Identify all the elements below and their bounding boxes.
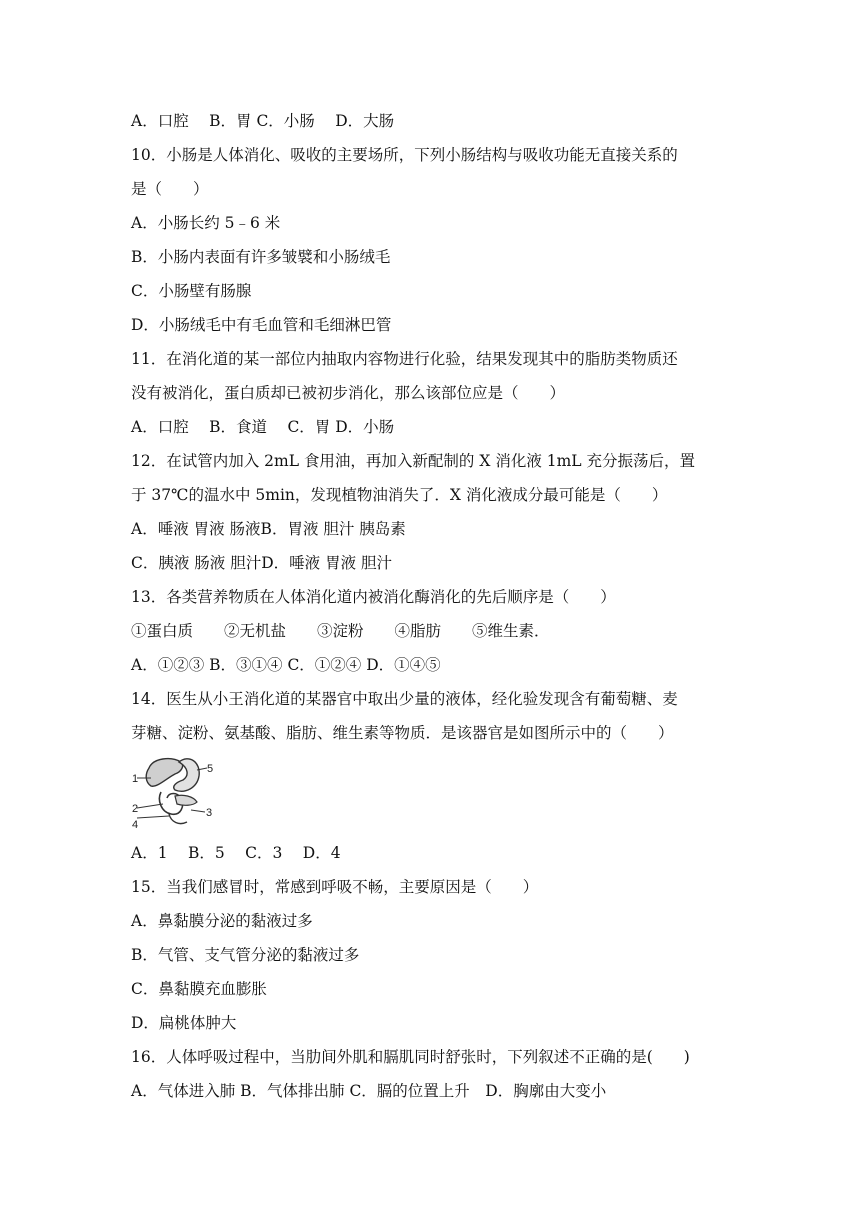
figure-label-1: 1 [132, 773, 139, 785]
q15-option-d: D．扁桃体肿大 [131, 1014, 237, 1032]
q11-options: A．口腔 B．食道 C．胃 D．小肠 [131, 418, 395, 436]
q16-stem: 16．人体呼吸过程中，当肋间外肌和膈肌同时舒张时，下列叙述不正确的是( ) [131, 1048, 690, 1066]
q10-option-d: D．小肠绒毛中有毛血管和毛细淋巴管 [131, 316, 392, 334]
q14-options: A．1 B．5 C．3 D．4 [131, 844, 341, 862]
q14-stem-line2: 芽糖、淀粉、氨基酸、脂肪、维生素等物质．是该器官是如图所示中的（ ） [131, 724, 674, 742]
q15-option-a: A．鼻黏膜分泌的黏液过多 [131, 912, 313, 930]
figure-label-2: 2 [132, 803, 139, 815]
q10-stem-line1: 10．小肠是人体消化、吸收的主要场所，下列小肠结构与吸收功能无直接关系的 [131, 146, 678, 164]
q15-option-c: C．鼻黏膜充血膨胀 [131, 980, 267, 998]
q11-stem-line2: 没有被消化，蛋白质却已被初步消化，那么该部位应是（ ） [131, 384, 566, 402]
q16-options: A．气体进入肺 B．气体排出肺 C．膈的位置上升 D．胸廓由大变小 [131, 1082, 607, 1100]
q13-stem: 13．各类营养物质在人体消化道内被消化酶消化的先后顺序是（ ） [131, 588, 616, 606]
figure-label-4: 4 [132, 819, 139, 831]
q15-option-b: B．气管、支气管分泌的黏液过多 [131, 946, 360, 964]
q12-stem-line1: 12．在试管内加入 2mL 食用油，再加入新配制的 X 消化液 1mL 充分振荡后，置 [131, 452, 696, 470]
q10-option-a: A．小肠长约 5﹣6 米 [131, 214, 281, 232]
q12-options-cd: C．胰液 肠液 胆汁D．唾液 胃液 胆汁 [131, 554, 392, 572]
q10-option-b: B．小肠内表面有许多皱襞和小肠绒毛 [131, 248, 391, 266]
q10-stem-line2: 是（ ） [131, 180, 209, 198]
pancreas-shape [175, 795, 197, 805]
leader-line-2 [137, 804, 163, 808]
q10-option-c: C．小肠壁有肠腺 [131, 282, 252, 300]
intestine-shape [169, 814, 187, 824]
figure-label-3: 3 [206, 807, 213, 819]
figure-label-5: 5 [207, 763, 213, 775]
q14-stem-line1: 14．医生从小王消化道的某器官中取出少量的液体，经化验发现含有葡萄糖、麦 [131, 690, 678, 708]
q13-options: A．①②③ B．③①④ C．①②④ D．①④⑤ [131, 656, 441, 674]
leader-line-3 [191, 810, 205, 812]
digestive-system-figure [131, 748, 213, 834]
q12-stem-line2: 于 37℃的温水中 5min，发现植物油消失了．X 消化液成分最可能是（ ） [131, 486, 668, 504]
q11-stem-line1: 11．在消化道的某一部位内抽取内容物进行化验，结果发现其中的脂肪类物质还 [131, 350, 678, 368]
q9-options: A．口腔 B．胃 C．小肠 D．大肠 [131, 112, 395, 130]
q15-stem: 15．当我们感冒时，常感到呼吸不畅，主要原因是（ ） [131, 878, 539, 896]
digestive-organs-diagram [131, 748, 213, 834]
q12-options-ab: A．唾液 胃液 肠液B．胃液 胆汁 胰岛素 [131, 520, 406, 538]
leader-line-4 [137, 816, 169, 818]
q13-items: ①蛋白质 ②无机盐 ③淀粉 ④脂肪 ⑤维生素． [131, 622, 550, 640]
